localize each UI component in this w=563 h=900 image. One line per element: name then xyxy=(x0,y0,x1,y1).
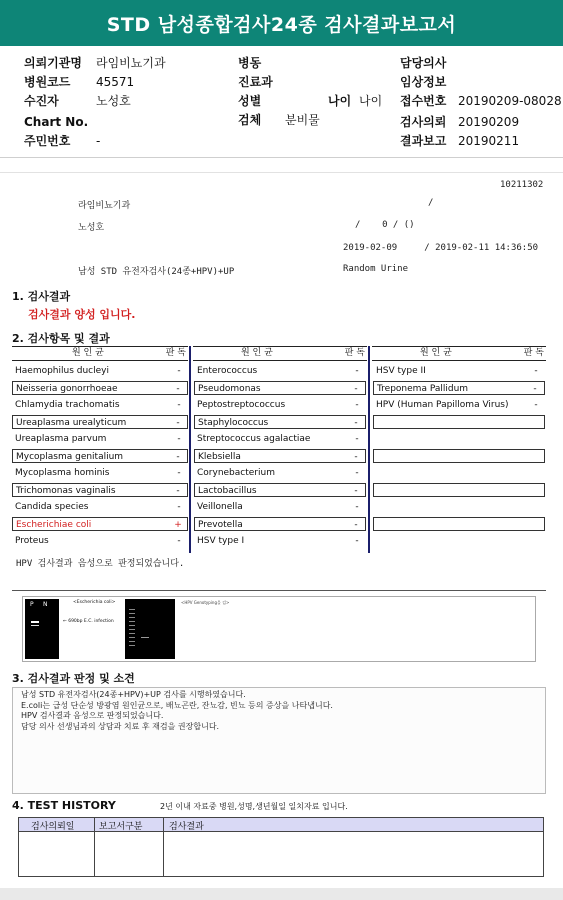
report-dates: 2019-02-09 / 2019-02-11 14:36:50 xyxy=(343,243,539,253)
info-value: 라임비뇨기과 xyxy=(96,56,166,70)
slash: / xyxy=(428,198,434,208)
header-result: 판 독 xyxy=(523,348,544,358)
footer-bar xyxy=(0,888,563,900)
pathogen-result: - xyxy=(534,400,538,410)
opinion-line: E.coli는 급성 단순성 방광염 원인균으로, 배뇨곤란, 잔뇨감, 빈뇨 등의 증상을 나타냅니다. xyxy=(21,700,333,710)
pathogen-result: - xyxy=(354,452,358,462)
pathogen-result: - xyxy=(177,434,181,444)
info-label: 임상정보 xyxy=(400,75,447,89)
table-header xyxy=(372,346,546,361)
patient-name: 노성호 xyxy=(78,223,105,233)
pathogen-name: Chlamydia trachomatis xyxy=(15,400,120,410)
age-value: 나이 xyxy=(359,94,383,108)
section-1-title: 1. 검사결과 xyxy=(12,290,71,303)
info-value: 노성호 xyxy=(96,94,131,108)
table-row-empty xyxy=(373,483,545,497)
pathogen-name: Veillonella xyxy=(197,502,243,512)
pathogen-name: Neisseria gonorrhoeae xyxy=(16,384,118,394)
info-value: 45571 xyxy=(96,75,135,89)
history-col-date: 검사의뢰일 xyxy=(31,822,75,832)
pathogen-result: - xyxy=(354,486,358,496)
gel-panel-title: <HPV Genotyping을 검> xyxy=(181,600,230,605)
table-row xyxy=(194,466,366,480)
table-row xyxy=(194,534,366,548)
table-row xyxy=(12,449,188,463)
table-row xyxy=(12,466,188,480)
table-row xyxy=(12,534,188,548)
header-pathogen: 원 인 균 xyxy=(72,348,104,358)
opinion-line: HPV 검사결과 음성으로 판정되었습니다. xyxy=(21,711,164,720)
opinion-line: 담당 의사 선생님과의 상담과 치료 후 재검을 권장합니다. xyxy=(21,721,220,731)
info-label: 접수번호 xyxy=(400,94,447,108)
section-2-title: 2. 검사항목 및 결과 xyxy=(12,332,110,345)
table-row xyxy=(373,364,545,378)
table-row xyxy=(194,364,366,378)
pathogen-name: Streptococcus agalactiae xyxy=(197,434,311,444)
history-table xyxy=(18,817,544,877)
pathogen-result: + xyxy=(174,520,182,530)
pathogen-name: Enterococcus xyxy=(197,366,258,376)
pathogen-name: Treponema Pallidum xyxy=(377,384,469,394)
pathogen-name: HSV type II xyxy=(376,366,426,376)
table-row-empty xyxy=(373,517,545,531)
pathogen-result: - xyxy=(177,468,181,478)
overall-result: 검사결과 양성 입니다. xyxy=(28,308,136,321)
pathogen-name: Staphylococcus xyxy=(198,418,269,428)
info-label: 검체 xyxy=(238,113,262,127)
pathogen-name: HPV (Human Papilloma Virus) xyxy=(376,400,509,410)
table-row xyxy=(12,415,188,429)
pathogen-name: HSV type I xyxy=(197,536,245,546)
pathogen-name: Ureaplasma urealyticum xyxy=(16,418,127,428)
pathogen-name: Corynebacterium xyxy=(197,468,275,478)
history-divider xyxy=(94,818,95,876)
gel-lane-panel xyxy=(25,599,59,659)
pathogen-name: Klebsiella xyxy=(198,452,241,462)
section-4-title: 4. TEST HISTORY xyxy=(12,799,116,812)
pathogen-result: - xyxy=(533,384,537,394)
info-label: 성별 xyxy=(238,94,262,108)
gel-image xyxy=(22,596,536,662)
pathogen-name: Lactobacillus xyxy=(198,486,257,496)
pathogen-result: - xyxy=(176,418,180,428)
table-row xyxy=(12,398,188,412)
info-label: 검사의뢰 xyxy=(400,115,447,129)
clinic-name: 라임비뇨기과 xyxy=(78,201,131,211)
table-row xyxy=(373,381,545,395)
pathogen-name: Candida species xyxy=(15,502,89,512)
column-divider xyxy=(189,346,191,553)
pathogen-result: - xyxy=(355,468,359,478)
test-name: 남성 STD 유전자검사(24종+HPV)+UP xyxy=(78,267,235,277)
lane-p-label: P xyxy=(30,601,34,608)
table-row xyxy=(12,483,188,497)
gel-lane-panel xyxy=(125,599,175,659)
history-header-row xyxy=(19,818,543,832)
column-divider xyxy=(368,346,370,553)
pathogen-name: Mycoplasma hominis xyxy=(15,468,110,478)
pathogen-name: Escherichiae coli xyxy=(16,520,92,530)
table-row xyxy=(12,500,188,514)
pathogen-result: - xyxy=(177,536,181,546)
gel-band-label: ← 690bp E.C. infection xyxy=(63,619,114,624)
info-label: 진료과 xyxy=(238,75,273,89)
pathogen-result: - xyxy=(354,418,358,428)
table-row xyxy=(194,415,366,429)
gel-ladder xyxy=(129,609,135,649)
header-result: 판 독 xyxy=(344,348,365,358)
gel-band xyxy=(141,637,149,638)
info-label: 결과보고 xyxy=(400,134,447,148)
pathogen-result: - xyxy=(355,434,359,444)
divider xyxy=(0,172,563,173)
pathogen-result: - xyxy=(355,502,359,512)
opinion-line: 남성 STD 유전자검사(24종+HPV)+UP 검사를 시행하였습니다. xyxy=(21,690,246,699)
pathogen-result: - xyxy=(355,536,359,546)
gel-panel-title: <Escherichia coli> xyxy=(73,600,116,605)
info-value: 20190211 xyxy=(458,134,520,148)
pathogen-result: - xyxy=(354,520,358,530)
divider xyxy=(12,590,546,591)
table-row xyxy=(12,364,188,378)
table-row xyxy=(12,432,188,446)
pathogen-result: - xyxy=(176,384,180,394)
info-label: 병원코드 xyxy=(24,75,71,89)
pathogen-name: Pseudomonas xyxy=(198,384,261,394)
pathogen-name: Haemophilus ducleyi xyxy=(15,366,109,376)
table-row xyxy=(373,398,545,412)
pathogen-result: - xyxy=(355,366,359,376)
info-value: 20190209 xyxy=(458,115,520,129)
history-col-result: 검사결과 xyxy=(169,822,204,832)
pathogen-result: - xyxy=(177,366,181,376)
pathogen-result: - xyxy=(176,452,180,462)
table-row-positive xyxy=(12,517,188,531)
gel-band xyxy=(31,621,39,623)
opinion-box xyxy=(12,687,546,794)
table-row xyxy=(194,517,366,531)
patient-extra: / 0 / () xyxy=(355,220,415,230)
pathogen-result: - xyxy=(177,502,181,512)
pathogen-result: - xyxy=(354,384,358,394)
info-value: 분비물 xyxy=(285,113,320,127)
info-label: 의뢰기관명 xyxy=(24,56,82,70)
age-label: 나이 xyxy=(328,94,352,108)
pathogen-result: - xyxy=(176,486,180,496)
info-value: - xyxy=(96,134,101,148)
history-col-type: 보고서구분 xyxy=(99,822,143,832)
table-header xyxy=(12,346,188,361)
table-row-empty xyxy=(373,449,545,463)
pathogen-name: Proteus xyxy=(15,536,49,546)
table-row xyxy=(194,449,366,463)
divider xyxy=(0,157,563,158)
table-row xyxy=(194,381,366,395)
history-divider xyxy=(163,818,164,876)
table-row xyxy=(194,500,366,514)
pathogen-name: Peptostreptococcus xyxy=(197,400,286,410)
header-result: 판 독 xyxy=(165,348,186,358)
info-label: Chart No. xyxy=(24,115,89,129)
pathogen-name: Mycoplasma genitalium xyxy=(16,452,124,462)
pathogen-result: - xyxy=(534,366,538,376)
pathogen-name: Ureaplasma parvum xyxy=(15,434,107,444)
info-label: 주민번호 xyxy=(24,134,71,148)
table-row xyxy=(194,432,366,446)
gel-band xyxy=(31,625,39,626)
patient-info xyxy=(0,52,563,152)
info-label: 병동 xyxy=(238,56,262,70)
table-row xyxy=(194,483,366,497)
report-code: 10211302 xyxy=(500,180,544,190)
header-pathogen: 원 인 균 xyxy=(241,348,273,358)
history-note: 2년 이내 자료중 병원,성명,생년월일 일치자료 입니다. xyxy=(160,802,348,811)
lane-n-label: N xyxy=(43,601,48,608)
header-pathogen: 원 인 균 xyxy=(420,348,452,358)
info-label: 수진자 xyxy=(24,94,59,108)
pathogen-name: Trichomonas vaginalis xyxy=(16,486,116,496)
table-row xyxy=(194,398,366,412)
specimen: Random Urine xyxy=(343,264,409,274)
report-title: STD 남성종합검사24종 검사결과보고서 xyxy=(0,0,563,46)
pathogen-result: - xyxy=(355,400,359,410)
hpv-note: HPV 검사결과 음성으로 판정되었습니다. xyxy=(16,559,185,569)
info-value: 20190209-08028 xyxy=(458,94,562,108)
table-row xyxy=(12,381,188,395)
pathogen-name: Prevotella xyxy=(198,520,243,530)
info-label: 담당의사 xyxy=(400,56,447,70)
table-header xyxy=(193,346,367,361)
pathogen-result: - xyxy=(177,400,181,410)
section-3-title: 3. 검사결과 판정 및 소견 xyxy=(12,672,135,685)
table-row-empty xyxy=(373,415,545,429)
